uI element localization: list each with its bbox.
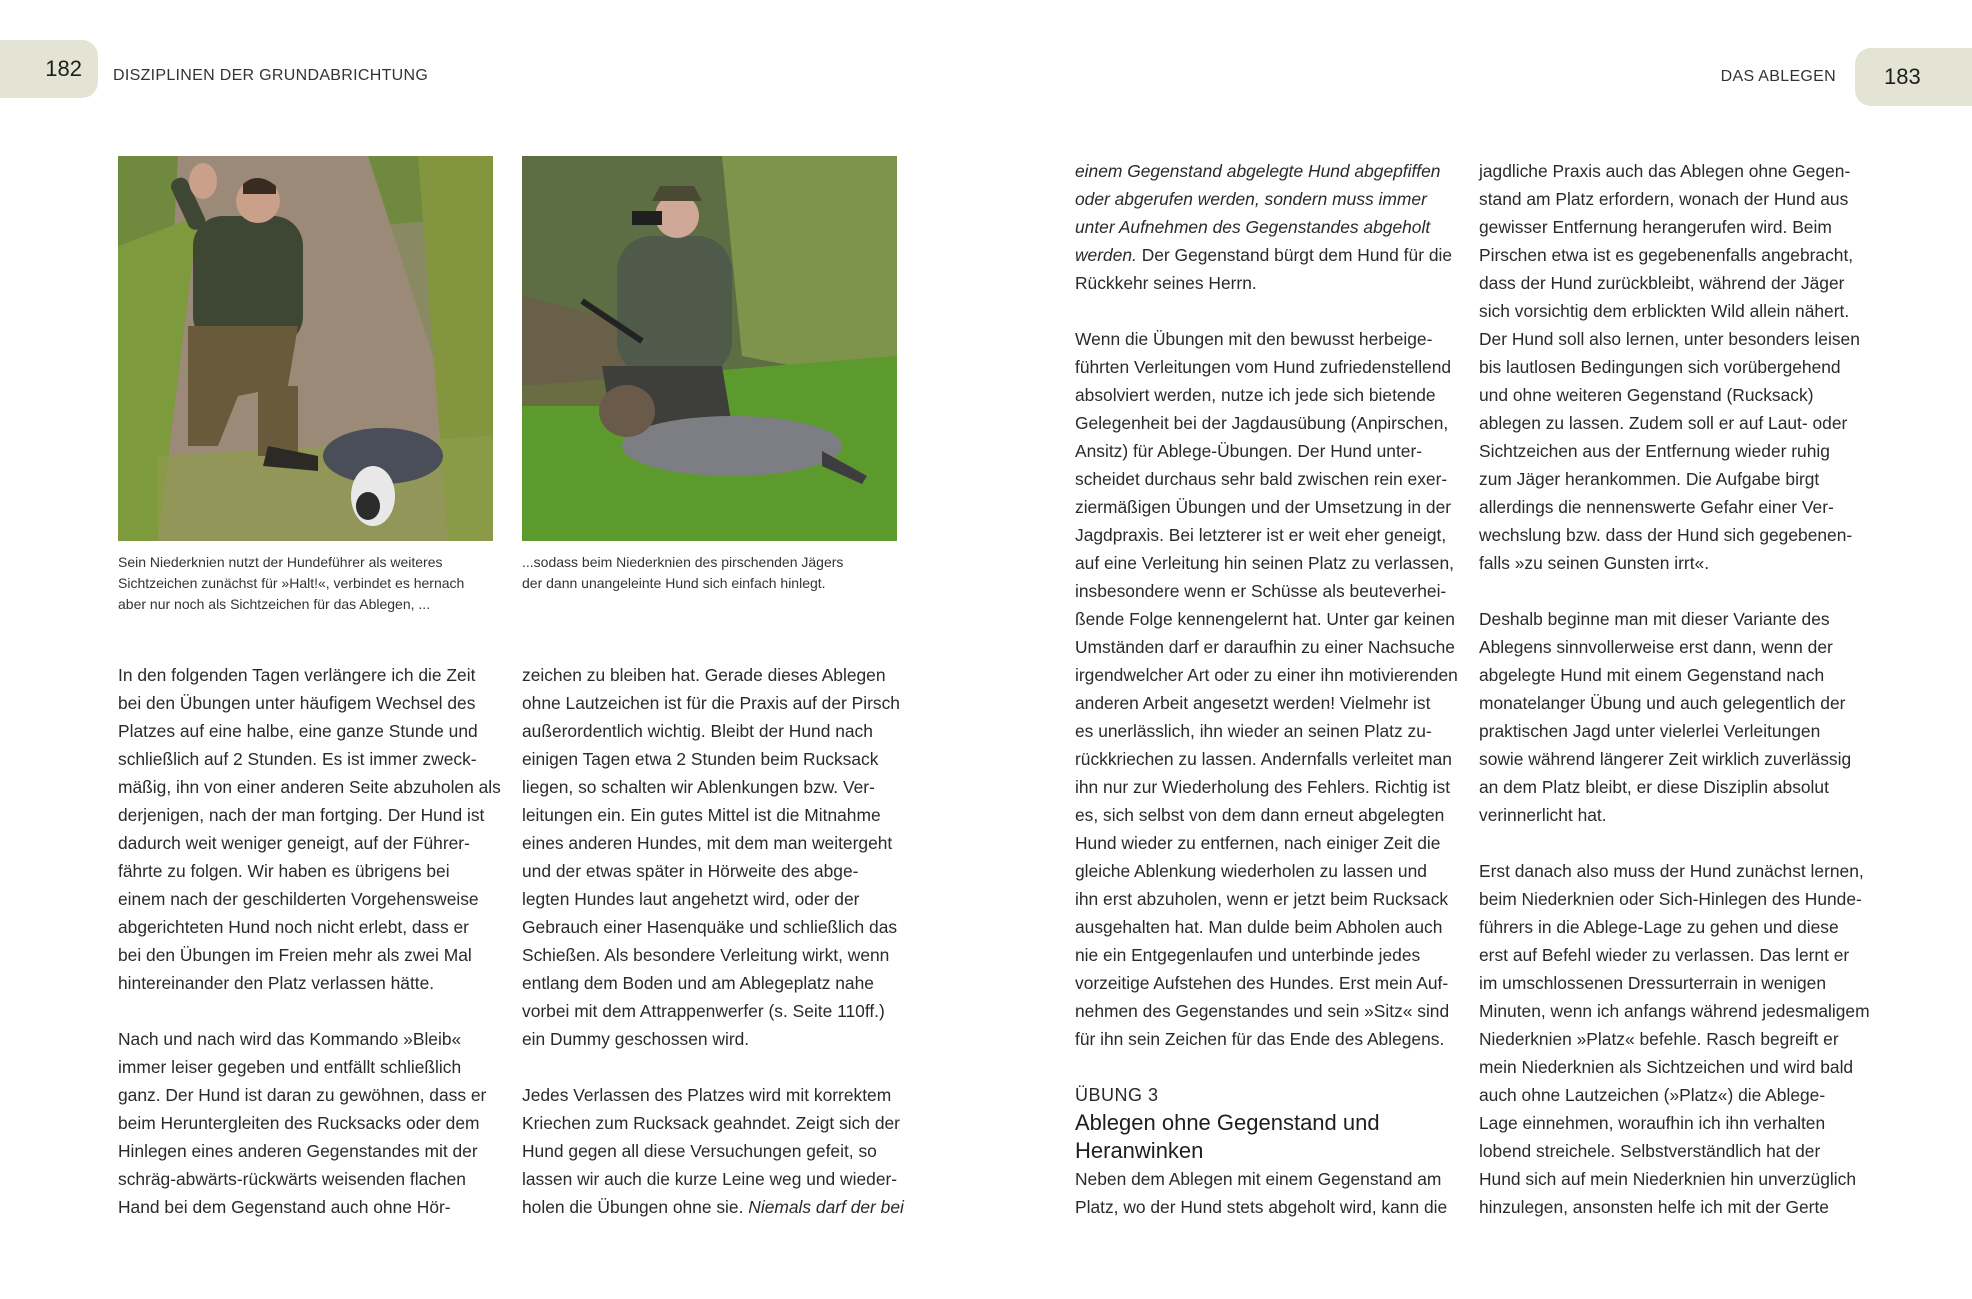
body-column-3 bbox=[1075, 157, 1460, 1221]
caption-line: der dann unangeleinte Hund sich einfach hinlegt. bbox=[522, 575, 826, 591]
text-line: anderen Arbeit angesetzt werden! Vielmehr ist bbox=[1075, 693, 1431, 713]
photo-caption-2 bbox=[522, 552, 912, 594]
text-line: Hinlegen eines anderen Gegenstandes mit der bbox=[118, 1141, 478, 1161]
section-heading: Ablegen ohne Gegenstand und bbox=[1075, 1110, 1380, 1135]
section-heading: Heranwinken bbox=[1075, 1138, 1204, 1163]
text-line: lassen wir auch die kurze Leine weg und wieder- bbox=[522, 1169, 898, 1189]
text-line: scheidet durchaus sehr bald zwischen rein exer- bbox=[1075, 469, 1448, 489]
text-line: nie ein Entgegenlaufen und unterbinde jedes bbox=[1075, 945, 1421, 965]
text-line: und der etwas später in Hörweite des abge- bbox=[522, 861, 859, 881]
text-line: gewisser Entfernung herangerufen wird. Beim bbox=[1479, 217, 1832, 237]
italic-text: oder abgerufen werden, sondern muss immer bbox=[1075, 189, 1427, 209]
running-head-left: DISZIPLINEN DER GRUNDABRICHTUNG bbox=[113, 67, 429, 84]
text-line: für ihn sein Zeichen für das Ende des Ablegens. bbox=[1075, 1029, 1445, 1049]
text-line: beim Niederknien oder Sich-Hinlegen des Hunde- bbox=[1479, 889, 1862, 909]
text-line: zeichen zu bleiben hat. Gerade dieses Ablegen bbox=[522, 665, 886, 685]
text-line: immer leiser gegeben und entfällt schließlich bbox=[118, 1057, 462, 1077]
text-line: und ohne weiteren Gegenstand (Rucksack) bbox=[1479, 385, 1814, 405]
text-line: In den folgenden Tagen verlängere ich die Zeit bbox=[118, 665, 476, 685]
text-line: Minuten, wenn ich anfangs während jedesmaligem bbox=[1479, 1001, 1870, 1021]
text-line: Platz, wo der Hund stets abgeholt wird, kann die bbox=[1075, 1197, 1448, 1217]
text-line: falls »zu seinen Gunsten irrt«. bbox=[1479, 553, 1710, 573]
text-line: absolviert werden, nutze ich jede sich bietende bbox=[1075, 385, 1436, 405]
text-line: ihn erst abzuholen, wenn er jetzt beim Rucksack bbox=[1075, 889, 1449, 909]
text-line: ihn nur zur Wiederholung des Fehlers. Richtig ist bbox=[1075, 777, 1451, 797]
text-line: abgerichteten Hund noch nicht erlebt, dass er bbox=[118, 917, 469, 937]
italic-text: unter Aufnehmen des Gegenstandes abgeholt bbox=[1075, 217, 1431, 237]
text-line: erst auf Befehl wieder zu verlassen. Das lernt er bbox=[1479, 945, 1850, 965]
text-line bbox=[1075, 157, 1460, 185]
text-line: Hund sich auf mein Niederknien hin unverzüglich bbox=[1479, 1169, 1857, 1189]
text-line: verinnerlicht hat. bbox=[1479, 805, 1607, 825]
text-line: ßende Folge kennengelernt hat. Unter gar keinen bbox=[1075, 609, 1455, 629]
text-line: Ansitz) für Ablege-Übungen. Der Hund unter- bbox=[1075, 441, 1423, 461]
text-line: derjenigen, nach der man fortging. Der Hund ist bbox=[118, 805, 485, 825]
paragraph bbox=[522, 661, 907, 1053]
text-line: praktischen Jagd unter vielerlei Verleitungen bbox=[1479, 721, 1821, 741]
paragraph-gap bbox=[522, 1053, 907, 1081]
text-line: Umständen darf er daraufhin zu einer Nachsuche bbox=[1075, 637, 1455, 657]
text-line: es, sich selbst von dem dann erneut abgelegten bbox=[1075, 805, 1445, 825]
text-line: lobend streichele. Selbstverständlich hat der bbox=[1479, 1141, 1821, 1161]
text-line: eines anderen Hundes, mit dem man weitergeht bbox=[522, 833, 893, 853]
text-line: einigen Tagen etwa 2 Stunden beim Rucksack bbox=[522, 749, 879, 769]
paragraph bbox=[1075, 1081, 1460, 1221]
text-line: legten Hundes laut angehetzt wird, oder der bbox=[522, 889, 860, 909]
text-line: Hund wieder zu entfernen, nach einiger Zeit die bbox=[1075, 833, 1441, 853]
text-line: dadurch weit weniger geneigt, auf der Führer- bbox=[118, 833, 470, 853]
text-line: ausgehalten hat. Man dulde beim Abholen auch bbox=[1075, 917, 1443, 937]
paragraph bbox=[1479, 857, 1870, 1221]
text-line: sich vorsichtig dem erblickten Wild allein nähert. bbox=[1479, 301, 1850, 321]
body-column-4 bbox=[1479, 157, 1870, 1221]
text-line: führten Verleitungen vom Hund zufriedenstellend bbox=[1075, 357, 1452, 377]
text-line: vorzeitige Aufstehen des Hundes. Erst mein Auf- bbox=[1075, 973, 1449, 993]
italic-text: Niemals darf der bei bbox=[748, 1197, 904, 1217]
photo-handler-kneeling-with-dog bbox=[118, 156, 493, 541]
text-line: Jagdpraxis. Bei letzterer ist er weit eher geneigt, bbox=[1075, 525, 1447, 545]
text-line: ganz. Der Hund ist daran zu gewöhnen, dass er bbox=[118, 1085, 487, 1105]
text-line: zum Jäger herankommen. Die Aufgabe birgt bbox=[1479, 469, 1820, 489]
text-line: insbesondere wenn er Schüsse als beuteverhei- bbox=[1075, 581, 1447, 601]
caption-line: Sichtzeichen zunächst für »Halt!«, verbindet es hernach bbox=[118, 575, 465, 591]
page-number-left: 182 bbox=[0, 40, 98, 98]
text-line: gleiche Ablenkung wiederholen zu lassen und bbox=[1075, 861, 1427, 881]
text-line: Sichtzeichen aus der Entfernung wieder ruhig bbox=[1479, 441, 1830, 461]
text-line: Hand bei dem Gegenstand auch ohne Hör- bbox=[118, 1197, 451, 1217]
text-line: Rückkehr seines Herrn. bbox=[1075, 273, 1257, 293]
page-number-right: 183 bbox=[1855, 48, 1972, 106]
text-line: stand am Platz erfordern, wonach der Hund aus bbox=[1479, 189, 1849, 209]
text-line: im umschlossenen Dressurterrain in wenigen bbox=[1479, 973, 1826, 993]
text-line: wechslung bzw. dass der Hund sich gegebenen- bbox=[1479, 525, 1853, 545]
text-line: ein Dummy geschossen wird. bbox=[522, 1029, 750, 1049]
text-line: Jedes Verlassen des Platzes wird mit korrektem bbox=[522, 1085, 892, 1105]
text-line: monatelanger Übung und auch gelegentlich der bbox=[1479, 693, 1846, 713]
text-line: außerordentlich wichtig. Bleibt der Hund nach bbox=[522, 721, 873, 741]
paragraph-gap bbox=[1479, 829, 1864, 857]
text-line: es unerlässlich, ihn wieder an seinen Platz zu- bbox=[1075, 721, 1432, 741]
text-line: schräg-abwärts-rückwärts weisenden flachen bbox=[118, 1169, 466, 1189]
text-line: Wenn die Übungen mit den bewusst herbeige- bbox=[1075, 329, 1433, 349]
paragraph bbox=[1479, 157, 1864, 577]
paragraph bbox=[522, 1081, 907, 1221]
text-line: mäßig, ihn von einer anderen Seite abzuholen als bbox=[118, 777, 501, 797]
text-line: schließlich auf 2 Stunden. Es ist immer zweck- bbox=[118, 749, 477, 769]
text-line bbox=[522, 1193, 907, 1221]
caption-line: aber nur noch als Sichtzeichen für das Ablegen, ... bbox=[118, 596, 431, 612]
text-line: führers in die Ablege-Lage zu gehen und diese bbox=[1479, 917, 1839, 937]
text-line: auf eine Verleitung hin seinen Platz zu verlassen, bbox=[1075, 553, 1454, 573]
paragraph bbox=[1479, 605, 1864, 829]
text-line: Nach und nach wird das Kommando »Bleib« bbox=[118, 1029, 462, 1049]
text-line: irgendwelcher Art oder zu einer ihn motivierenden bbox=[1075, 665, 1458, 685]
text-line: jagdliche Praxis auch das Ablegen ohne Gegen- bbox=[1479, 161, 1851, 181]
text-line: rückkriechen zu lassen. Andernfalls verleitet man bbox=[1075, 749, 1452, 769]
paragraph-gap bbox=[1479, 577, 1864, 605]
text-line: Deshalb beginne man mit dieser Variante des bbox=[1479, 609, 1830, 629]
text-line: entlang dem Boden und am Ablegeplatz nahe bbox=[522, 973, 874, 993]
text-line bbox=[1075, 185, 1460, 213]
text-line: ablegen zu lassen. Zudem soll er auf Laut- oder bbox=[1479, 413, 1848, 433]
photo-hunter-with-binoculars-and-dog bbox=[522, 156, 897, 541]
text-line: beim Heruntergleiten des Rucksacks oder dem bbox=[118, 1113, 480, 1133]
caption-line: Sein Niederknien nutzt der Hundeführer als weiteres bbox=[118, 554, 443, 570]
paragraph bbox=[118, 661, 503, 997]
text-line: Ablegens sinnvollerweise erst dann, wenn der bbox=[1479, 637, 1833, 657]
text-line: nehmen des Gegenstandes und sein »Sitz« sind bbox=[1075, 1001, 1450, 1021]
text-line: ziermäßigen Übungen und der Umsetzung in der bbox=[1075, 497, 1452, 517]
text-line: Gebrauch einer Hasenquäke und schließlich das bbox=[522, 917, 898, 937]
text-line: Erst danach also muss der Hund zunächst lernen, bbox=[1479, 861, 1864, 881]
text-line: Lage einnehmen, woraufhin ich ihn verhalten bbox=[1479, 1113, 1826, 1133]
body-column-1 bbox=[118, 661, 503, 1221]
text-line: bis lautlosen Bedingungen sich vorübergehend bbox=[1479, 357, 1841, 377]
text-line: bei den Übungen unter häufigem Wechsel des bbox=[118, 693, 476, 713]
section-label: ÜBUNG 3 bbox=[1075, 1085, 1159, 1105]
paragraph bbox=[1075, 325, 1460, 1053]
text-line: vorbei mit dem Attrappenwerfer (s. Seite 110ff.) bbox=[522, 1001, 885, 1021]
text-line: hintereinander den Platz verlassen hätte. bbox=[118, 973, 435, 993]
paragraph-gap bbox=[118, 997, 503, 1025]
paragraph-gap bbox=[1075, 297, 1460, 325]
paragraph-gap bbox=[1075, 1053, 1460, 1081]
italic-text: werden. bbox=[1075, 245, 1137, 265]
text-line: hinzulegen, ansonsten helfe ich mit der Gerte bbox=[1479, 1197, 1829, 1217]
text-line: sowie während längerer Zeit wirklich zuverlässig bbox=[1479, 749, 1852, 769]
text-line: bei den Übungen im Freien mehr als zwei Mal bbox=[118, 945, 472, 965]
italic-text: einem Gegenstand abgelegte Hund abgepfiffen bbox=[1075, 161, 1441, 181]
text-line: mein Niederknien als Sichtzeichen und wird bald bbox=[1479, 1057, 1854, 1077]
text-line: einem nach der geschilderten Vorgehensweise bbox=[118, 889, 479, 909]
text-line: allerdings die nennenswerte Gefahr einer Ver- bbox=[1479, 497, 1834, 517]
text-line: Der Hund soll also lernen, unter besonders leisen bbox=[1479, 329, 1860, 349]
text-line: Pirschen etwa ist es gegebenenfalls angebracht, bbox=[1479, 245, 1854, 265]
text: holen die Übungen ohne sie. bbox=[522, 1197, 749, 1217]
text-line: an dem Platz bleibt, er diese Disziplin absolut bbox=[1479, 777, 1829, 797]
text-line bbox=[1075, 213, 1460, 241]
text-line: Gelegenheit bei der Jagdausübung (Anpirschen, bbox=[1075, 413, 1449, 433]
photo-caption-1 bbox=[118, 552, 508, 615]
running-head-right: DAS ABLEGEN bbox=[1720, 68, 1836, 85]
body-column-2 bbox=[522, 661, 907, 1221]
paragraph bbox=[1075, 157, 1460, 297]
paragraph bbox=[118, 1025, 503, 1221]
text-line: ohne Lautzeichen ist für die Praxis auf der Pirsch bbox=[522, 693, 900, 713]
text-line: dass der Hund zurückbleibt, während der Jäger bbox=[1479, 273, 1845, 293]
text-line: Niederknien »Platz« befehle. Rasch begreift er bbox=[1479, 1029, 1839, 1049]
text: Der Gegenstand bürgt dem Hund für die bbox=[1136, 245, 1453, 265]
caption-line: ...sodass beim Niederknien des pirschenden Jägers bbox=[522, 554, 844, 570]
text-line: Platzes auf eine halbe, eine ganze Stunde und bbox=[118, 721, 478, 741]
text-line: auch ohne Lautzeichen (»Platz«) die Ablege- bbox=[1479, 1085, 1826, 1105]
text-line bbox=[1075, 241, 1460, 269]
text-line: liegen, so schalten wir Ablenkungen bzw. Ver- bbox=[522, 777, 875, 797]
text-line: Hund gegen all diese Versuchungen gefeit, so bbox=[522, 1141, 877, 1161]
text-line: leitungen ein. Ein gutes Mittel ist die Mitnahme bbox=[522, 805, 881, 825]
text-line: Kriechen zum Rucksack geahndet. Zeigt sich der bbox=[522, 1113, 900, 1133]
text-line: Schießen. Als besondere Verleitung wirkt, wenn bbox=[522, 945, 890, 965]
text-line: abgelegte Hund mit einem Gegenstand nach bbox=[1479, 665, 1825, 685]
text-line: fährte zu folgen. Wir haben es übrigens bei bbox=[118, 861, 450, 881]
text-line: Neben dem Ablegen mit einem Gegenstand am bbox=[1075, 1169, 1442, 1189]
